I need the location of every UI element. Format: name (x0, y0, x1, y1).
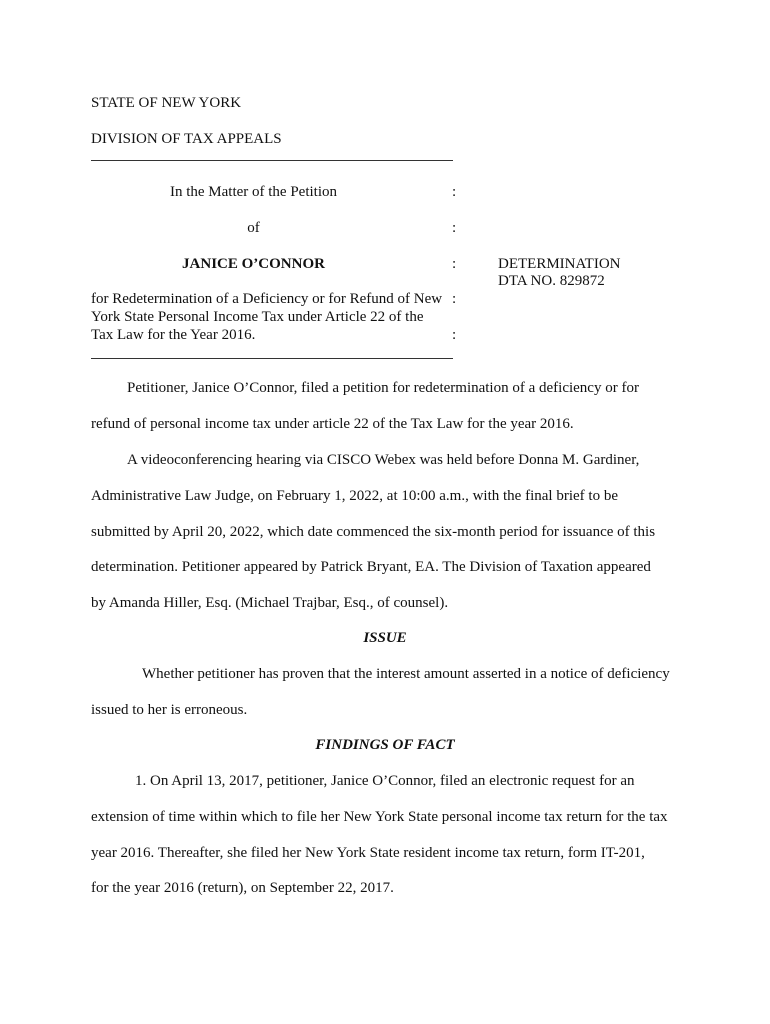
caption-bottom-rule (91, 358, 453, 359)
caption-colon-4: : (452, 291, 457, 307)
hearing-paragraph-line: submitted by April 20, 2022, which date commenced the six-month period for issuance of this (91, 524, 656, 540)
document-type: DETERMINATION (498, 256, 621, 272)
caption-colon-5: : (452, 327, 457, 343)
division-header: DIVISION OF TAX APPEALS (91, 131, 282, 147)
finding-1-line: extension of time within which to file her New York State personal income tax return for the tax (91, 809, 668, 825)
state-header: STATE OF NEW YORK (91, 95, 242, 111)
caption-purpose-line: York State Personal Income Tax under Article 22 of the (91, 309, 424, 325)
issue-line: issued to her is erroneous. (91, 702, 248, 718)
caption-purpose-line: for Redetermination of a Deficiency or for Refund of New (91, 291, 443, 307)
hearing-paragraph-line: determination. Petitioner appeared by Patrick Bryant, EA. The Division of Taxation appeared (91, 559, 651, 575)
finding-1-line: year 2016. Thereafter, she filed her New York State resident income tax return, form IT-201, (91, 845, 645, 861)
intro-paragraph-line: refund of personal income tax under article 22 of the Tax Law for the year 2016. (91, 416, 574, 432)
issue-heading: ISSUE (363, 630, 407, 646)
intro-paragraph-line: Petitioner, Janice O’Connor, filed a petition for redetermination of a deficiency or for (127, 380, 639, 396)
hearing-paragraph-line: A videoconferencing hearing via CISCO Webex was held before Donna M. Gardiner, (127, 452, 640, 468)
findings-heading: FINDINGS OF FACT (315, 737, 455, 753)
caption-matter: In the Matter of the Petition (169, 184, 338, 200)
caption-colon-1: : (452, 184, 457, 200)
caption-top-rule (91, 160, 453, 161)
hearing-paragraph-line: by Amanda Hiller, Esq. (Michael Trajbar, Esq., of counsel). (91, 595, 449, 611)
finding-1-line: 1. On April 13, 2017, petitioner, Janice O’Connor, filed an electronic request for an (135, 773, 635, 789)
dta-number: DTA NO. 829872 (498, 273, 605, 289)
caption-of: of (247, 220, 260, 236)
issue-line: Whether petitioner has proven that the interest amount asserted in a notice of deficiency (142, 666, 670, 682)
caption-purpose-line: Tax Law for the Year 2016. (91, 327, 256, 343)
caption-colon-2: : (452, 220, 457, 236)
hearing-paragraph-line: Administrative Law Judge, on February 1, 2022, at 10:00 a.m., with the final brief to be (91, 488, 618, 504)
finding-1-line: for the year 2016 (return), on September 22, 2017. (91, 880, 394, 896)
caption-colon-3: : (452, 256, 457, 272)
caption-petitioner-name: JANICE O’CONNOR (182, 256, 325, 272)
